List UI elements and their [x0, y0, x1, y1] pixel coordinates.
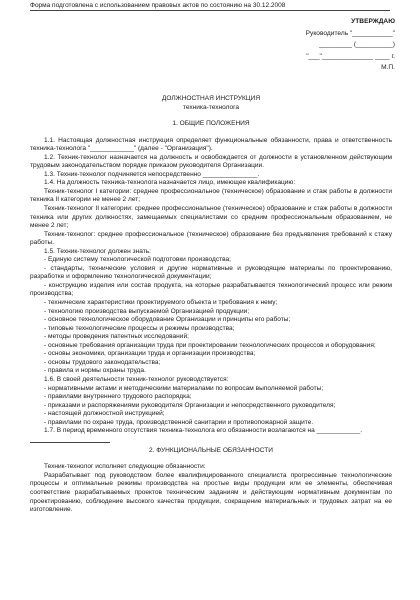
paragraph: - правила и нормы охраны труда.	[44, 367, 146, 375]
approval-title: УТВЕРЖДАЮ	[351, 18, 395, 25]
approval-stamp-label: М.П.	[381, 64, 395, 71]
approval-block	[270, 16, 395, 74]
paragraph: 1.2. Техник-технолог назначается на должность и освобождается от должности в установленном действующим трудовым законодательством порядке приказом руководителя Организации.	[30, 153, 392, 170]
footnote-separator	[30, 442, 110, 443]
section-functional-duties	[30, 463, 392, 514]
paragraph: 1.7. В период временного отсутствия техника-технолога его обязанности возлагаются на ____________.	[44, 427, 363, 435]
paragraph: Техник-технолог II категории: среднее профессиональное (техническое) образование и стаж работы в должности техника или других должностях, замещаемых специалистами со средним профессиональным образованием, не менее 2 лет;	[30, 205, 392, 230]
approval-date-line: "___"______________ ____ г.	[306, 52, 395, 60]
paragraph: 1.1. Настоящая должностная инструкция определяет функциональные обязанности, права и ответственность техника-технолога "____________" (далее - "Организация").	[30, 136, 392, 153]
paragraph: - приказами и распоряжениями руководителя Организации и непосредственного руководителя;	[44, 401, 336, 409]
paragraph: - методы проведения патентных исследований;	[44, 333, 189, 341]
paragraph: 1.6. В своей деятельности техник-технолог руководствуется:	[44, 375, 229, 383]
paragraph: Техник-технолог исполняет следующие обязанности:	[44, 463, 206, 471]
paragraph: - настоящей должностной инструкцией;	[44, 410, 165, 418]
paragraph: - технические характеристики проектируемого объекта и требования к нему;	[44, 299, 278, 307]
paragraph: - нормативными актами и методическими материалами по вопросам выполняемой работы;	[44, 384, 324, 392]
document-body	[30, 95, 392, 515]
paragraph: - основы экономики, организации труда и организации производства;	[44, 350, 256, 358]
doc-title: ДОЛЖНОСТНАЯ ИНСТРУКЦИЯ	[161, 95, 261, 102]
form-note: Форма подготовлена с использованием правовых актов по состоянию на 30.12.2008	[30, 2, 390, 11]
paragraph: - стандарты, технические условия и другие нормативные и руководящие материалы по проектированию, разработке и оформлению технологической документации;	[30, 264, 392, 281]
section-general-provisions	[30, 137, 392, 436]
approval-director-line: Руководитель "___________"	[305, 29, 395, 37]
doc-subtitle: техника-технолога	[182, 103, 240, 111]
paragraph: 1.3. Техник-технолог подчиняется непосредственно _______________.	[44, 170, 260, 178]
paragraph: - правилами внутреннего трудового распорядка;	[44, 393, 192, 401]
paragraph: - основное технологическое оборудование Организации и принципы его работы;	[44, 316, 291, 324]
paragraph: - технологию производства выпускаемой Организацией продукции;	[44, 307, 250, 315]
paragraph: - типовые технологические процессы и режимы производства;	[44, 324, 235, 332]
paragraph: - Единую систему технологической подготовки производства;	[44, 256, 231, 264]
paragraph: Техник-технолог I категории: среднее профессиональное (техническое) образование и стаж работы в должности техника II категории не менее 2 лет;	[30, 187, 392, 204]
paragraph: - основные требования организации труда при проектировании технологических процессов и оборудования;	[44, 341, 376, 349]
paragraph: Разрабатывает под руководством более квалифицированного специалиста прогрессивные технологические процессы и оптимальные режимы производства на простые виды продукции или ее элементы, обеспечивая соответствие разрабатываемых проектов техническим заданиям и действующим нормативным документам по проектированию, соблюдение высокого качества продукции, сокращение материальных и трудовых затрат на ее изготовление.	[30, 471, 392, 514]
paragraph: - конструкцию изделия или состав продукта, на которые разрабатывается технологический процесс или режим производства;	[30, 281, 392, 298]
section-heading-duties: 2. ФУНКЦИОНАЛЬНЫЕ ОБЯЗАННОСТИ	[149, 446, 273, 454]
paragraph: - основы трудового законодательства;	[44, 358, 161, 366]
approval-signature-line: _________ (__________)	[319, 41, 395, 48]
paragraph: 1.5. Техник-технолог должен знать:	[44, 247, 151, 255]
section-heading-general: 1. ОБЩИЕ ПОЛОЖЕНИЯ	[172, 120, 250, 128]
paragraph: Техник-технолог: среднее профессиональное (техническое) образование без предъявления требований к стажу работы.	[30, 230, 392, 247]
paragraph: - правилами по охране труда, производственной санитарии и противопожарной защите.	[44, 418, 314, 426]
paragraph: 1.4. На должность техника-технолога назначается лицо, имеющее квалификацию:	[44, 179, 296, 187]
